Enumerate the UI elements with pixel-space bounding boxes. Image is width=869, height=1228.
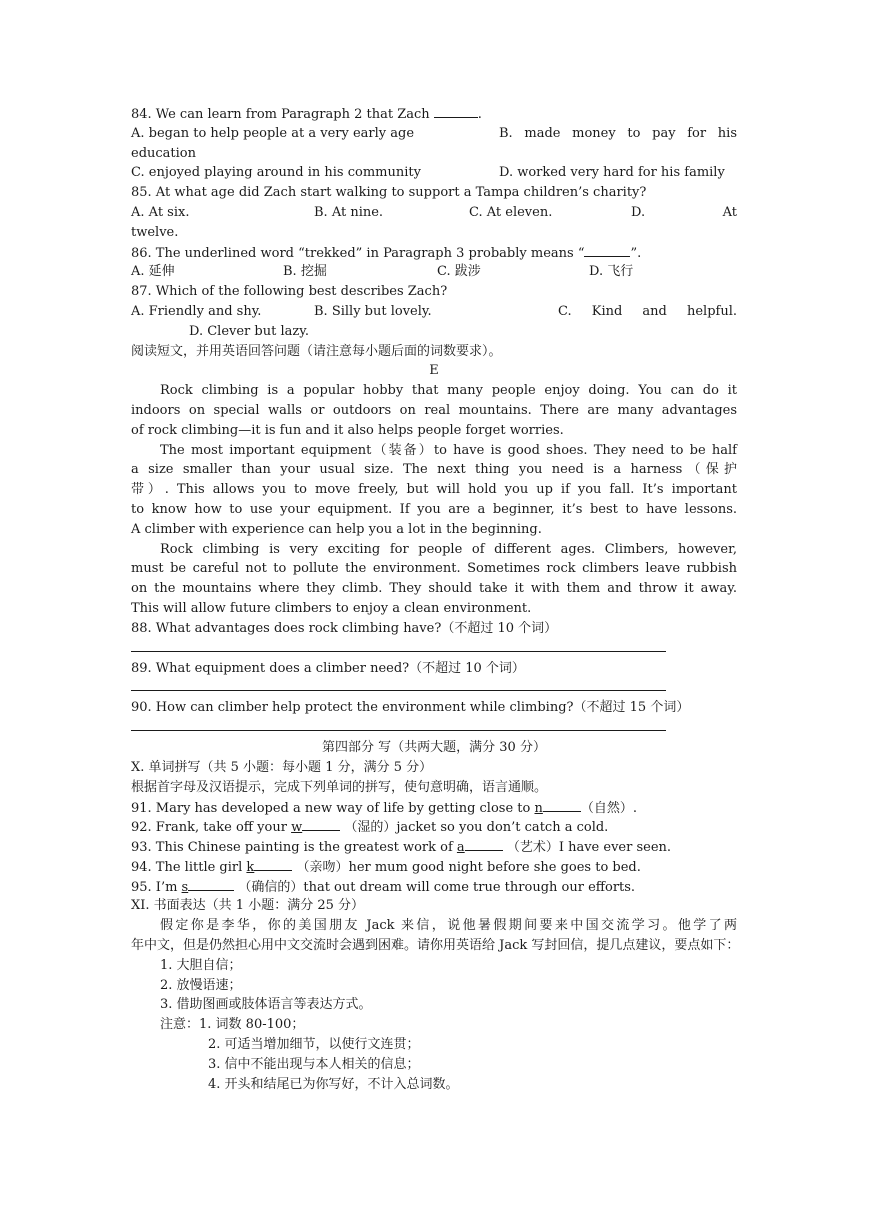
passage-line: A climber with experience can help you a lot in the beginning. (131, 521, 542, 537)
question-85: 85. At what age did Zach start walking to support a Tampa children’s charity? (131, 185, 647, 201)
answer-blank (302, 817, 340, 831)
passage-line: The most important equipment（装备）to have is good shoes. They need to be half (160, 442, 737, 458)
question-91: 91. Mary has developed a new way of life by getting close to n （自然）. (131, 798, 737, 818)
writing-notes: 4. 开头和结尾已为你写好，不计入总词数。 (208, 1076, 459, 1092)
passage-line: 带）. This allows you to move freely, but will hold you up if you fall. It’s important (131, 482, 737, 498)
passage-line: to know how to use your equipment. If you are a beginner, it’s best to have lessons. (131, 501, 737, 517)
question-87: 87. Which of the following best describes Zach? (131, 284, 448, 300)
q87-option-d: D. Clever but lazy. (189, 323, 309, 339)
answer-line-89[interactable] (131, 678, 737, 698)
answer-blank (188, 877, 234, 891)
q86-options: A. 延伸 B. 挖掘 C. 跋涉 D. 飞行 (131, 264, 634, 280)
answer-blank (254, 857, 292, 871)
part-four-heading: 第四部分 写（共两大题，满分 30 分） (322, 740, 546, 756)
writing-point: 2. 放慢语速； (160, 977, 242, 993)
passage-line: This will allow future climbers to enjoy a clean environment. (131, 600, 532, 616)
question-84: 84. We can learn from Paragraph 2 that Zach . (131, 104, 737, 124)
passage-line: Rock climbing is a popular hobby that many people enjoy doing. You can do it (160, 383, 737, 399)
passage-line: a size smaller than your usual size. The next thing you need is a harness（保护 (131, 462, 737, 478)
q85-option-d-cont: twelve. (131, 224, 179, 240)
passage-line: on the mountains where they climb. They should take it with them and throw it away. (131, 581, 737, 597)
passage-line: must be careful not to pollute the environment. Sometimes rock climbers leave rubbish (131, 561, 737, 577)
question-95: 95. I’m s （确信的）that out dream will come true through our efforts. (131, 877, 737, 897)
section-x-title: X. 单词拼写（共 5 小题：每小题 1 分，满分 5 分） (131, 759, 433, 775)
reading-instruction: 阅读短文，并用英语回答问题（请注意每小题后面的词数要求）。 (131, 343, 502, 359)
writing-notes: 3. 信中不能出现与本人相关的信息； (208, 1056, 420, 1072)
section-xi-title: XI. 书面表达（共 1 小题：满分 25 分） (131, 898, 364, 914)
answer-line-88[interactable] (131, 639, 737, 659)
question-88: 88. What advantages does rock climbing have?（不超过 10 个词） (131, 620, 558, 636)
q84-options-row-1: A. began to help people at a very early age B. made money to pay for his (131, 125, 737, 141)
question-89: 89. What equipment does a climber need?（不超过 10 个词） (131, 660, 525, 676)
question-93: 93. This Chinese painting is the greatest work of a （艺术）I have ever seen. (131, 837, 737, 857)
q84-options-row-2: C. enjoyed playing around in his community D. worked very hard for his family (131, 165, 725, 181)
writing-point: 3. 借助图画或肢体语言等表达方式。 (160, 997, 372, 1013)
q87-options: A. Friendly and shy. B. Silly but lovely. C. Kind and helpful. (131, 303, 737, 319)
section-x-instruction: 根据首字母及汉语提示，完成下列单词的拼写，使句意明确，语言通顺。 (131, 779, 548, 795)
passage-line: indoors on special walls or outdoors on real mountains. There are many advantages (131, 402, 737, 418)
answer-blank (543, 798, 581, 812)
question-94: 94. The little girl k （亲吻）her mum good night before she goes to bed. (131, 857, 737, 877)
content-column (131, 104, 740, 1094)
passage-line: of rock climbing—it is fun and it also helps people forget worries. (131, 422, 564, 438)
q85-options: A. At six. B. At nine. C. At eleven. D. At (131, 204, 737, 220)
question-90: 90. How can climber help protect the environment while climbing?（不超过 15 个词） (131, 700, 690, 716)
writing-notes: 2. 可适当增加细节，以使行文连贯； (208, 1037, 420, 1053)
writing-notes: 注意：1. 词数 80-100； (160, 1017, 305, 1033)
answer-blank (584, 243, 630, 257)
writing-point: 1. 大胆自信； (160, 957, 242, 973)
passage-line: Rock climbing is very exciting for people of different ages. Climbers, however, (160, 541, 737, 557)
writing-prompt-line: 年中文，但是仍然担心用中文交流时会遇到困难。请你用英语给 Jack 写封回信，提几点建议，要点如下： (131, 938, 740, 954)
question-92: 92. Frank, take off your w （湿的）jacket so you don’t catch a cold. (131, 817, 737, 837)
q84-option-b-cont: education (131, 145, 196, 161)
answer-blank (434, 104, 478, 118)
question-86: 86. The underlined word “trekked” in Paragraph 3 probably means “ ”. (131, 243, 737, 263)
answer-line-90[interactable] (131, 718, 737, 738)
writing-prompt-line: 假定你是李华，你的美国朋友 Jack 来信，说他暑假期间要来中国交流学习。他学了两 (160, 918, 737, 934)
answer-blank (465, 837, 503, 851)
passage-label: E (429, 363, 439, 379)
